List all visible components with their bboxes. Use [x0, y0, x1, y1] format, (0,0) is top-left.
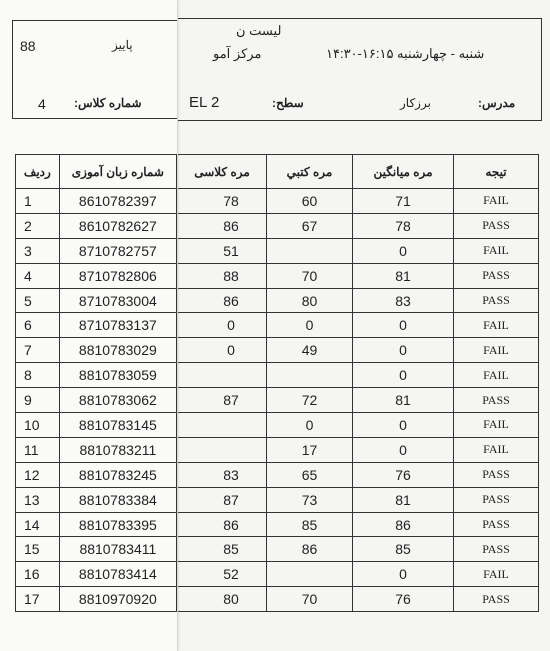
student-id: 8710782757: [59, 238, 176, 263]
average-score: 78: [353, 213, 454, 238]
row-number: 13: [16, 487, 60, 512]
written-score: 0: [267, 413, 353, 438]
average-score: 81: [353, 388, 454, 413]
table-row: [16, 512, 177, 537]
student-id: 8810783062: [59, 388, 176, 413]
result-status: FAIL: [454, 313, 539, 338]
table-row: [178, 263, 539, 288]
grades-table-right: [177, 154, 539, 612]
average-score: 0: [353, 238, 454, 263]
class-score: [178, 413, 267, 438]
table-row: [16, 313, 177, 338]
average-score: 0: [353, 338, 454, 363]
row-number: 10: [16, 413, 60, 438]
student-id: 8610782397: [59, 189, 176, 214]
row-number: 16: [16, 562, 60, 587]
table-row: [16, 487, 177, 512]
teacher-name: برزکار: [400, 96, 431, 110]
average-score: 81: [353, 263, 454, 288]
row-number: 15: [16, 537, 60, 562]
student-id: 8710783004: [59, 288, 176, 313]
term-number: 88: [20, 38, 36, 54]
table-row: [16, 338, 177, 363]
class-score: 51: [178, 238, 267, 263]
table-row: [16, 587, 177, 612]
table-row: [16, 462, 177, 487]
class-score: 86: [178, 512, 267, 537]
scanned-page-left: [0, 0, 178, 651]
row-number: 1: [16, 189, 60, 214]
table-row: [16, 238, 177, 263]
student-id: 8810970920: [59, 587, 176, 612]
student-id: 8810783414: [59, 562, 176, 587]
student-id: 8810783211: [59, 437, 176, 462]
document-title-fragment: لیست ن: [236, 23, 282, 38]
student-id: 8810783145: [59, 413, 176, 438]
grades-table-left: [15, 154, 177, 612]
written-score: 70: [267, 587, 353, 612]
student-id: 8810783411: [59, 537, 176, 562]
result-status: FAIL: [454, 338, 539, 363]
header-row-number: ردیف: [16, 155, 60, 189]
written-score: 86: [267, 537, 353, 562]
student-id: 8610782627: [59, 213, 176, 238]
average-score: 0: [353, 437, 454, 462]
table-row: [178, 587, 539, 612]
table-row: [178, 487, 539, 512]
row-number: 3: [16, 238, 60, 263]
table-row: [178, 363, 539, 388]
average-score: 0: [353, 562, 454, 587]
table-row: [16, 388, 177, 413]
class-score: 86: [178, 288, 267, 313]
written-score: 70: [267, 263, 353, 288]
class-score: 87: [178, 487, 267, 512]
class-score: [178, 437, 267, 462]
average-score: 0: [353, 413, 454, 438]
result-status: PASS: [454, 512, 539, 537]
row-number: 5: [16, 288, 60, 313]
student-id: 8810783029: [59, 338, 176, 363]
written-score: 80: [267, 288, 353, 313]
table-row: [178, 537, 539, 562]
result-status: PASS: [454, 388, 539, 413]
class-number-value: 4: [38, 96, 46, 112]
row-number: 4: [16, 263, 60, 288]
table-row: [178, 512, 539, 537]
table-row: [16, 213, 177, 238]
table-row: [16, 413, 177, 438]
row-number: 6: [16, 313, 60, 338]
result-status: FAIL: [454, 189, 539, 214]
class-score: 87: [178, 388, 267, 413]
result-status: FAIL: [454, 437, 539, 462]
class-score: 52: [178, 562, 267, 587]
student-id: 8710783137: [59, 313, 176, 338]
table-row: [178, 562, 539, 587]
average-score: 0: [353, 313, 454, 338]
student-id: 8810783395: [59, 512, 176, 537]
row-number: 2: [16, 213, 60, 238]
average-score: 0: [353, 363, 454, 388]
result-status: PASS: [454, 587, 539, 612]
class-score: 86: [178, 213, 267, 238]
result-status: PASS: [454, 213, 539, 238]
row-number: 9: [16, 388, 60, 413]
written-score: [267, 562, 353, 587]
table-row: [16, 263, 177, 288]
row-number: 17: [16, 587, 60, 612]
header-student-id: شماره زبان آموزی: [59, 155, 176, 189]
result-status: FAIL: [454, 363, 539, 388]
table-row: [178, 288, 539, 313]
level-label: سطح:: [272, 96, 304, 110]
student-id: 8810783384: [59, 487, 176, 512]
class-score: 83: [178, 462, 267, 487]
table-row: [16, 189, 177, 214]
row-number: 7: [16, 338, 60, 363]
class-score: 78: [178, 189, 267, 214]
header-written-score: مره کتبي: [267, 155, 353, 189]
result-status: PASS: [454, 537, 539, 562]
term-name: پاییز: [112, 38, 133, 52]
class-score: [178, 363, 267, 388]
table-row: [178, 238, 539, 263]
table-row: [16, 437, 177, 462]
written-score: 73: [267, 487, 353, 512]
average-score: 76: [353, 587, 454, 612]
result-status: FAIL: [454, 413, 539, 438]
average-score: 83: [353, 288, 454, 313]
average-score: 71: [353, 189, 454, 214]
table-row: [16, 363, 177, 388]
written-score: 65: [267, 462, 353, 487]
written-score: 17: [267, 437, 353, 462]
average-score: 85: [353, 537, 454, 562]
written-score: 0: [267, 313, 353, 338]
table-row: [178, 313, 539, 338]
class-score: 0: [178, 313, 267, 338]
student-id: 8810783059: [59, 363, 176, 388]
level-value: EL 2: [189, 94, 220, 111]
written-score: 67: [267, 213, 353, 238]
row-number: 11: [16, 437, 60, 462]
result-status: PASS: [454, 263, 539, 288]
table-row: [178, 462, 539, 487]
result-status: PASS: [454, 462, 539, 487]
table-row: [178, 213, 539, 238]
class-number-label: شماره کلاس:: [74, 96, 142, 110]
written-score: [267, 363, 353, 388]
average-score: 76: [353, 462, 454, 487]
class-score: 88: [178, 263, 267, 288]
written-score: 85: [267, 512, 353, 537]
table-row: [178, 388, 539, 413]
result-status: PASS: [454, 487, 539, 512]
table-row: [178, 338, 539, 363]
table-row: [16, 288, 177, 313]
teacher-label: مدرس:: [478, 96, 516, 110]
table-row: [178, 437, 539, 462]
student-id: 8810783245: [59, 462, 176, 487]
header-result: تیجه: [454, 155, 539, 189]
row-number: 14: [16, 512, 60, 537]
table-row: [16, 537, 177, 562]
header-class-score: مره کلاسی: [178, 155, 267, 189]
average-score: 81: [353, 487, 454, 512]
written-score: 60: [267, 189, 353, 214]
result-status: FAIL: [454, 238, 539, 263]
written-score: 49: [267, 338, 353, 363]
written-score: 72: [267, 388, 353, 413]
header-average: مره میانگین: [353, 155, 454, 189]
row-number: 12: [16, 462, 60, 487]
table-row: [16, 562, 177, 587]
class-score: 0: [178, 338, 267, 363]
row-number: 8: [16, 363, 60, 388]
class-session-time: شنبه - چهارشنبه ۱۶:۱۵-۱۴:۳۰: [326, 46, 485, 61]
center-name-fragment: مرکز آمو: [213, 46, 262, 61]
class-score: 80: [178, 587, 267, 612]
table-row: [178, 189, 539, 214]
table-row: [178, 413, 539, 438]
result-status: FAIL: [454, 562, 539, 587]
average-score: 86: [353, 512, 454, 537]
result-status: PASS: [454, 288, 539, 313]
class-score: 85: [178, 537, 267, 562]
written-score: [267, 238, 353, 263]
student-id: 8710782806: [59, 263, 176, 288]
